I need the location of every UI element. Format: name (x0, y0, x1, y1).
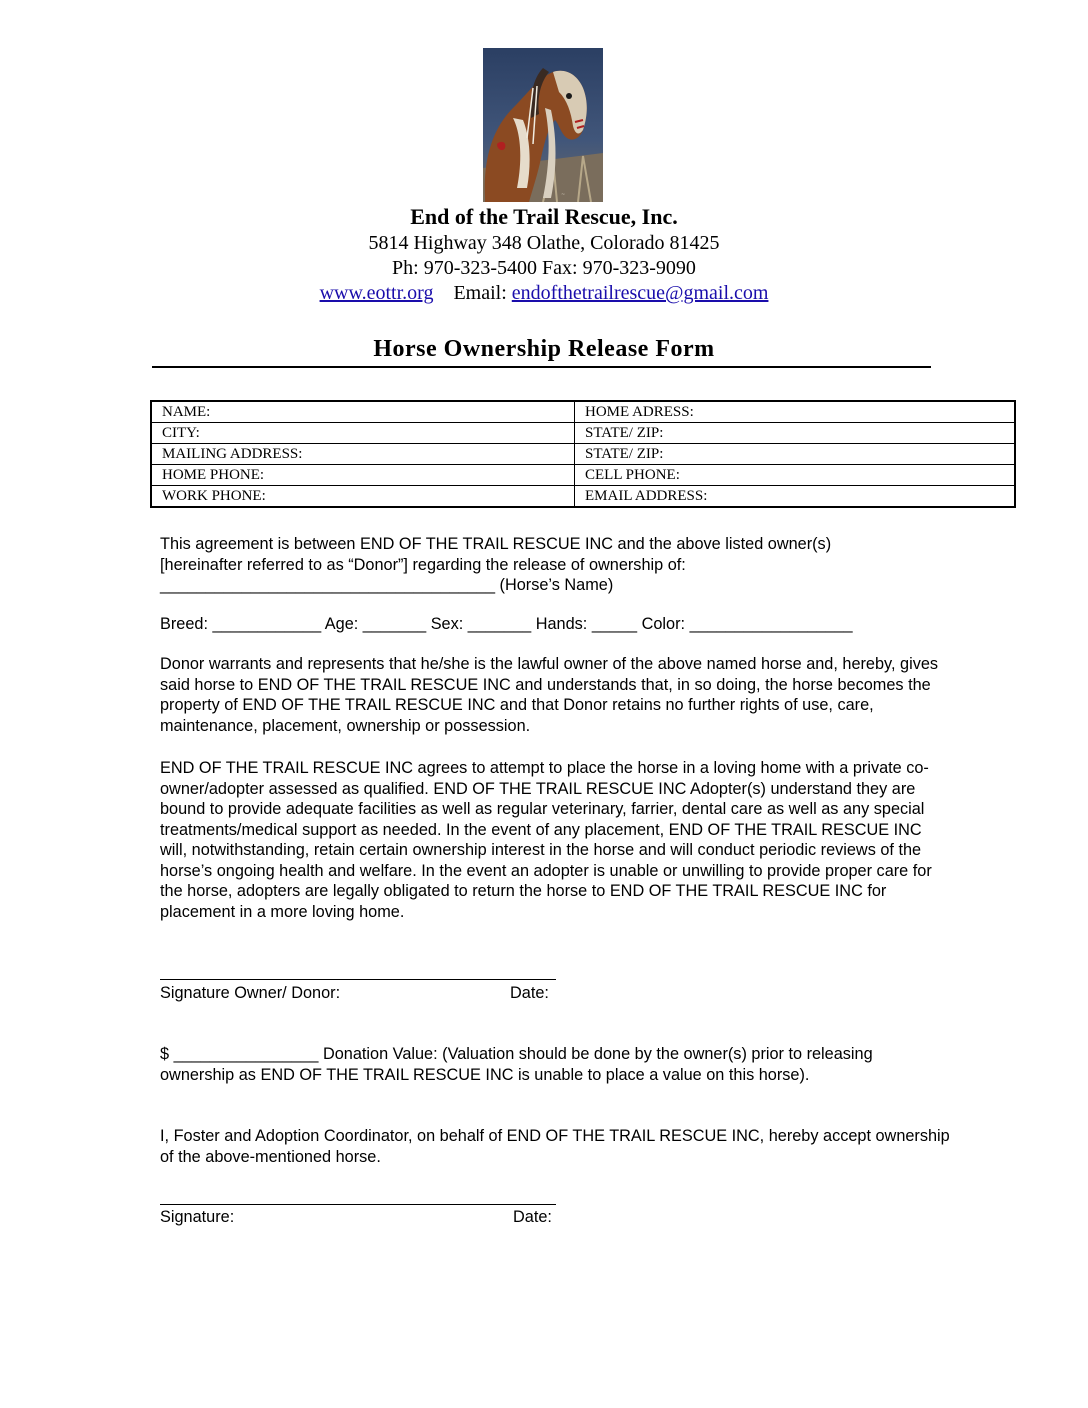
table-row (151, 423, 1015, 444)
home-phone-field[interactable]: HOME PHONE: (151, 465, 575, 486)
email-link[interactable]: endofthetrailrescue@gmail.com (511, 282, 769, 304)
coordinator-signature-label: Signature: (160, 1208, 235, 1226)
form-title: Horse Ownership Release Form (373, 336, 715, 362)
mailing-address-field[interactable]: MAILING ADDRESS: (151, 444, 575, 465)
horse-name-line (160, 575, 950, 596)
table-row (151, 401, 1015, 423)
rescue-agreement-paragraph: END OF THE TRAIL RESCUE INC agrees to attempt to place the horse in a loving home with a private co-owner/adopter assessed as qualified. END OF THE TRAIL RESCUE INC Adopter(s) understand they are bound to provide adequate facilities as well as regular veterinary, farrier, dental care as well as any special treatments/medical support as needed. In the event of any placement, END OF THE TRAIL RESCUE INC will, notwithstanding, retain certain ownership interest in the horse and will conduct periodic reviews of the horse’s ongoing health and welfare. In the event an adopter is unable or unwilling to provide proper care for the horse, adopters are legally obligated to return the horse to END OF THE TRAIL RESCUE INC for placement in a more loving home. (160, 759, 932, 921)
organization-name: End of the Trail Rescue, Inc. (410, 204, 678, 229)
organization-address: 5814 Highway 348 Olathe, Colorado 81425 (368, 232, 720, 254)
owner-signature-line[interactable] (160, 979, 556, 980)
mailing-state-zip-field[interactable]: STATE/ ZIP: (575, 444, 1016, 465)
organization-web-email (0, 282, 1088, 305)
table-row (151, 486, 1015, 508)
email-label: Email: (453, 282, 507, 304)
donation-value-paragraph: $ ________________ Donation Value: (Valuation should be done by the owner(s) prior to releasing ownership as END OF THE TRAIL RESCUE INC is unable to place a value on this horse). (160, 1045, 873, 1084)
donor-warranty-paragraph: Donor warrants and represents that he/she is the lawful owner of the above named horse and, hereby, gives said horse to END OF THE TRAIL RESCUE INC and understands that, in so doing, the horse becomes the property of END OF THE TRAIL RESCUE INC and that Donor retains no further rights of use, care, maintenance, placement, ownership or possession. (160, 655, 939, 735)
owner-date-label: Date: (510, 984, 549, 1002)
website-link[interactable]: www.eottr.org (319, 282, 434, 304)
agreement-line-2: [hereinafter referred to as “Donor”] regarding the release of ownership of: (160, 555, 686, 574)
organization-phone-fax: Ph: 970-323-5400 Fax: 970-323-9090 (392, 257, 696, 279)
owner-info-table (150, 400, 1016, 508)
name-field[interactable]: NAME: (151, 401, 575, 423)
agreement-line-1: This agreement is between END OF THE TRAIL RESCUE INC and the above listed owner(s) (160, 535, 832, 553)
cell-phone-field[interactable]: CELL PHONE: (575, 465, 1016, 486)
horse-details-line[interactable]: Breed: ____________ Age: _______ Sex: _______ Hands: _____ Color: __________________ (160, 615, 853, 633)
svg-text:~: ~ (561, 192, 566, 198)
work-phone-field[interactable]: WORK PHONE: (151, 486, 575, 508)
email-address-field[interactable]: EMAIL ADDRESS: (575, 486, 1016, 508)
table-row (151, 444, 1015, 465)
home-address-field[interactable]: HOME ADRESS: (575, 401, 1016, 423)
table-row (151, 465, 1015, 486)
title-divider (152, 366, 931, 368)
coordinator-acceptance-paragraph: I, Foster and Adoption Coordinator, on behalf of END OF THE TRAIL RESCUE INC, hereby accept ownership of the above-mentioned horse. (160, 1127, 950, 1166)
coordinator-signature-line[interactable] (160, 1204, 556, 1205)
coordinator-date-label: Date: (513, 1208, 552, 1226)
agreement-paragraph (160, 534, 950, 596)
owner-signature-label: Signature Owner/ Donor: (160, 984, 341, 1002)
city-field[interactable]: CITY: (151, 423, 575, 444)
horse-painting-logo (483, 48, 603, 202)
state-zip-field[interactable]: STATE/ ZIP: (575, 423, 1016, 444)
horse-name-blank[interactable]: _____________________________________ (160, 576, 496, 594)
horse-name-label: (Horse’s Name) (495, 576, 614, 594)
